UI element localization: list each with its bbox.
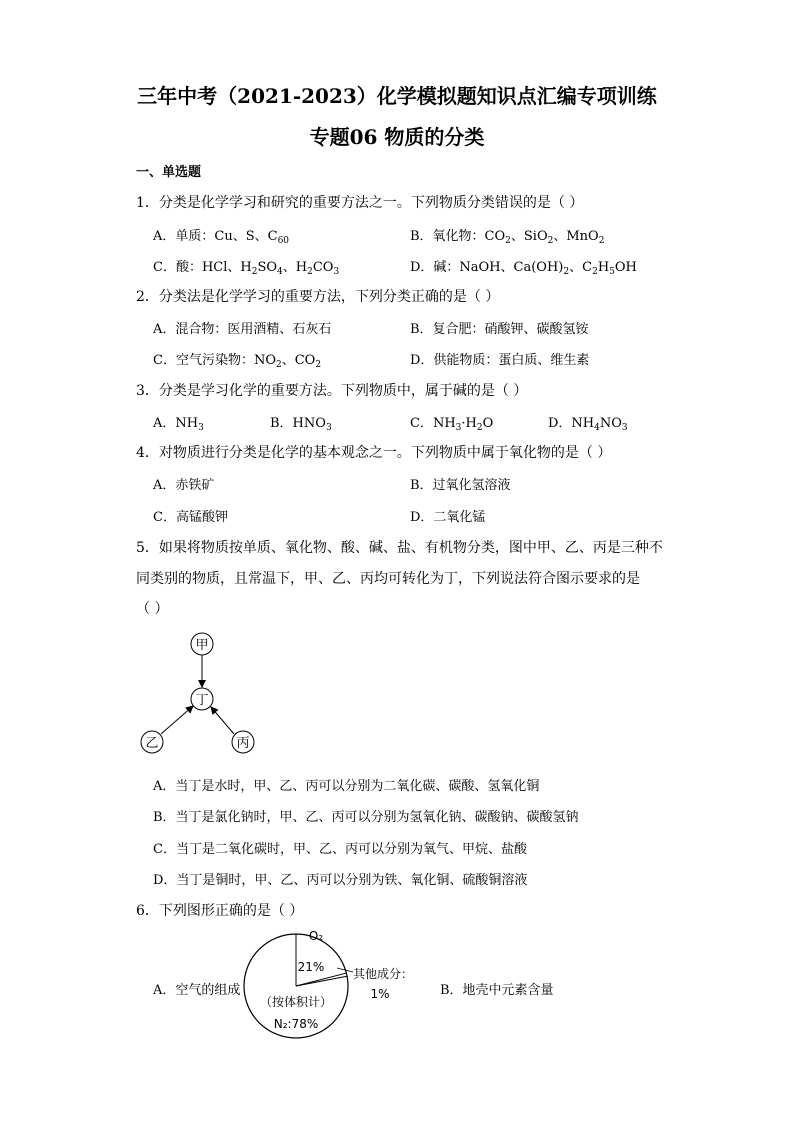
basis-label: （按体积计） (259, 995, 333, 1009)
q2-option-c: C．空气污染物：$NO_2$、$CO_2$ (153, 353, 322, 370)
q4-option-a: A．赤铁矿 (153, 478, 215, 493)
q1-option-d: D．碱：NaOH、$Ca(OH)_2$、$C_2H_5OH$ (410, 260, 637, 277)
node-yi-label: 乙 (145, 736, 159, 751)
question-5-stem-line3: （ ） (136, 601, 169, 617)
q2-option-d: D．供能物质：蛋白质、维生素 (410, 353, 590, 368)
q1-option-b: B．氧化物：$CO_2$、SiO$_2$、MnO$_2$ (410, 229, 605, 246)
q5-option-c: C．当丁是二氧化碳时，甲、乙、丙可以分别为氧气、甲烷、盐酸 (153, 842, 527, 857)
q5-option-b: B．当丁是氯化钠时，甲、乙、丙可以分别为氢氧化钠、碳酸钠、碳酸氢钠 (153, 810, 579, 825)
q4-option-b: B．过氧化氢溶液 (410, 478, 511, 493)
page-subtitle: 专题06 物质的分类 (309, 125, 485, 149)
air-composition-pie-chart (240, 922, 430, 1047)
q2-option-b: B．复合肥：硝酸钾、碳酸氢铵 (410, 322, 589, 337)
conversion-diagram (130, 625, 270, 760)
other-percent-label: 1% (370, 987, 390, 1001)
q4-option-d: D．二氧化锰 (410, 510, 486, 525)
q1-option-a: A．单质：Cu、S、$C_{60}$ (153, 229, 290, 246)
q3-option-a: A．$NH_3$ (153, 416, 204, 433)
q6-option-a: A．空气的组成 (153, 983, 241, 998)
n2-percent-label: N₂:78% (273, 1017, 319, 1031)
node-bing-label: 丙 (236, 736, 250, 751)
question-2-stem: 2．分类法是化学学习的重要方法，下列分类正确的是（ ） (136, 289, 500, 305)
q5-option-a: A．当丁是水时，甲、乙、丙可以分别为二氧化碳、碳酸、氢氧化铜 (153, 779, 540, 794)
other-components-label: 其他成分： (353, 967, 414, 981)
question-5-stem-line2: 同类别的物质，且常温下，甲、乙、丙均可转化为丁，下列说法符合图示要求的是 (136, 571, 640, 587)
q5-option-d: D．当丁是铜时，甲、乙、丙可以分别为铁、氧化铜、硫酸铜溶液 (153, 873, 528, 888)
q3-option-d: D．$NH_4NO_3$ (548, 416, 628, 433)
arrow-bing-to-ding (211, 707, 234, 734)
node-jia-label: 甲 (195, 638, 209, 653)
q6-option-b: B．地壳中元素含量 (440, 983, 554, 998)
q3-option-c: C．$NH_3\cdot H_2O$ (410, 416, 494, 433)
page-title: 三年中考（2021-2023）化学模拟题知识点汇编专项训练 (137, 84, 657, 108)
boundary-other-n2 (296, 976, 347, 986)
question-4-stem: 4．对物质进行分类是化学的基本观念之一。下列物质中属于氧化物的是（ ） (136, 445, 612, 461)
question-5-stem-line1: 5．如果将物质按单质、氧化物、酸、碱、盐、有机物分类，图中甲、乙、丙是三种不 (136, 540, 663, 556)
o2-percent-label: 21% (297, 960, 325, 974)
section-heading: 一、单选题 (136, 165, 202, 180)
node-ding-label: 丁 (195, 693, 209, 708)
q1-option-c: C．酸：HCl、$H_2SO_4$、$H_2CO_3$ (153, 260, 340, 277)
arrow-yi-to-ding (161, 706, 193, 734)
q2-option-a: A．混合物：医用酒精、石灰石 (153, 322, 332, 337)
q3-option-b: B．$HNO_3$ (270, 416, 332, 433)
question-1-stem: 1．分类是化学学习和研究的重要方法之一。下列物质分类错误的是（ ） (136, 195, 584, 211)
o2-label: O₂ (308, 929, 324, 943)
question-3-stem: 3．分类是学习化学的重要方法。下列物质中，属于碱的是（ ） (136, 383, 528, 399)
q4-option-c: C．高锰酸钾 (153, 510, 228, 525)
question-6-stem: 6．下列图形正确的是（ ） (136, 903, 304, 919)
